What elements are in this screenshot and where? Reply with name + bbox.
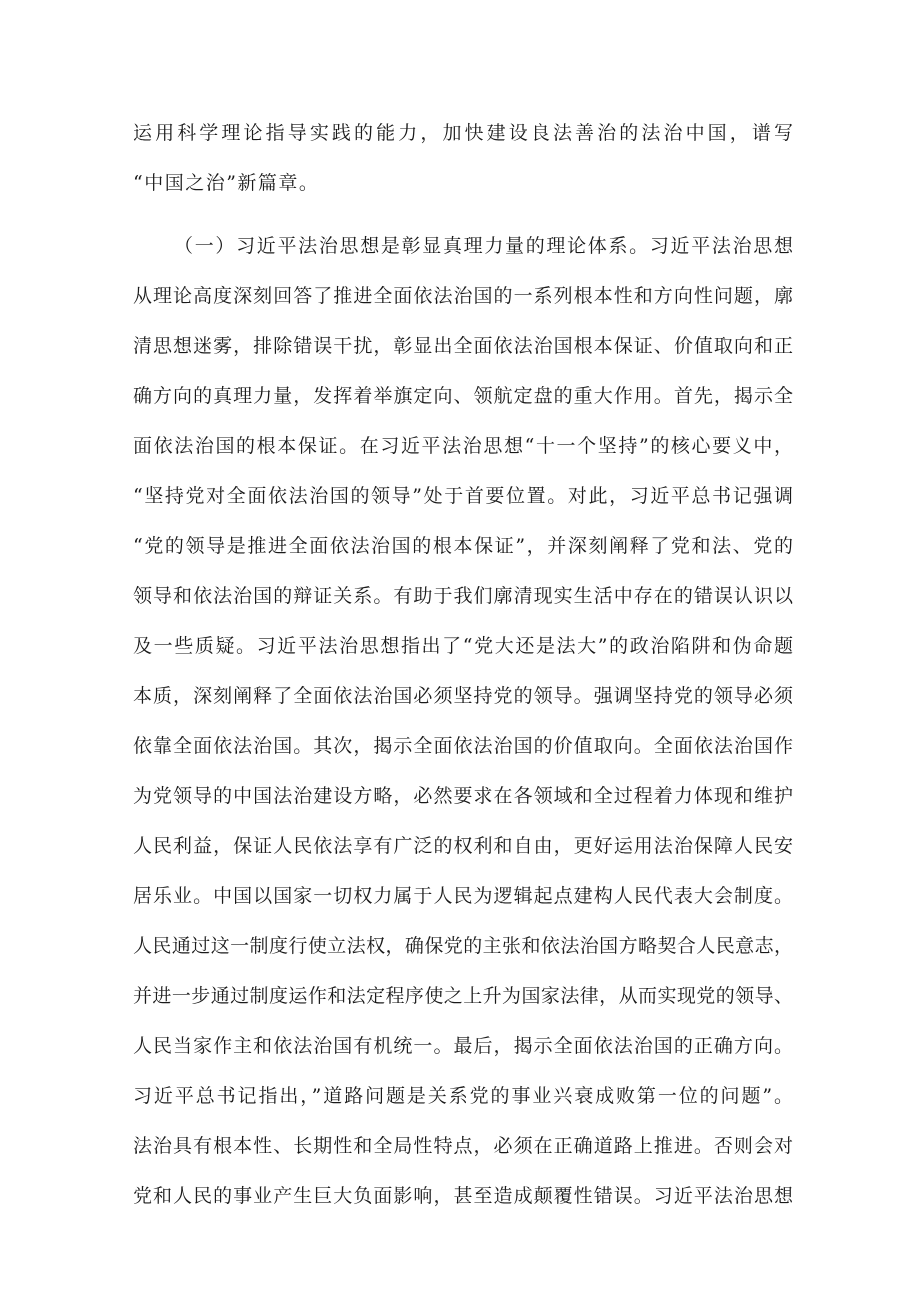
paragraph-line: 依靠全面依法治国。其次，揭示全面依法治国的价值取向。全面依法治国作 xyxy=(133,735,793,757)
paragraph-line: 从理论高度深刻回答了推进全面依法治国的一系列根本性和方向性问题，廓 xyxy=(133,285,793,307)
paragraph-line: 法治具有根本性、长期性和全局性特点，必须在正确道路上推进。否则会对 xyxy=(133,1135,793,1157)
paragraph-line: 为党领导的中国法治建设方略，必然要求在各领域和全过程着力体现和维护 xyxy=(133,785,793,807)
paragraph-line: “中国之治”新篇章。 xyxy=(133,172,320,194)
paragraph-line: 居乐业。中国以国家一切权力属于人民为逻辑起点建构人民代表大会制度。 xyxy=(133,885,793,907)
paragraph-line: “坚持党对全面依法治国的领导”处于首要位置。对此，习近平总书记强调 xyxy=(133,485,793,507)
paragraph-line: 人民当家作主和依法治国有机统一。最后，揭示全面依法治国的正确方向。 xyxy=(133,1035,793,1057)
paragraph-line: 人民利益，保证人民依法享有广泛的权利和自由，更好运用法治保障人民安 xyxy=(133,835,793,857)
paragraph-line: 党和人民的事业产生巨大负面影响，甚至造成颠覆性错误。习近平法治思想 xyxy=(133,1185,793,1207)
paragraph-line: 领导和依法治国的辩证关系。有助于我们廓清现实生活中存在的错误认识以 xyxy=(133,585,793,607)
paragraph-line: 及一些质疑。习近平法治思想指出了“党大还是法大”的政治陷阱和伪命题 xyxy=(133,635,793,657)
paragraph-line: “党的领导是推进全面依法治国的根本保证”，并深刻阐释了党和法、党的 xyxy=(133,535,793,557)
paragraph-line: 面依法治国的根本保证。在习近平法治思想“十一个坚持”的核心要义中， xyxy=(133,435,793,457)
paragraph-line: 习近平总书记指出，”道路问题是关系党的事业兴衰成败第一位的问题”。 xyxy=(133,1085,793,1107)
section-heading-line: （一）习近平法治思想是彰显真理力量的理论体系。习近平法治思想 xyxy=(174,235,793,257)
paragraph-line: 并进一步通过制度运作和法定程序使之上升为国家法律，从而实现党的领导、 xyxy=(133,985,793,1007)
paragraph-line: 本质，深刻阐释了全面依法治国必须坚持党的领导。强调坚持党的领导必须 xyxy=(133,685,793,707)
paragraph-line: 清思想迷雾，排除错误干扰，彰显出全面依法治国根本保证、价值取向和正 xyxy=(133,335,793,357)
paragraph-line: 确方向的真理力量，发挥着举旗定向、领航定盘的重大作用。首先，揭示全 xyxy=(133,385,793,407)
paragraph-line: 运用科学理论指导实践的能力，加快建设良法善治的法治中国，谱写 xyxy=(133,122,793,144)
paragraph-line: 人民通过这一制度行使立法权，确保党的主张和依法治国方略契合人民意志， xyxy=(133,935,793,957)
